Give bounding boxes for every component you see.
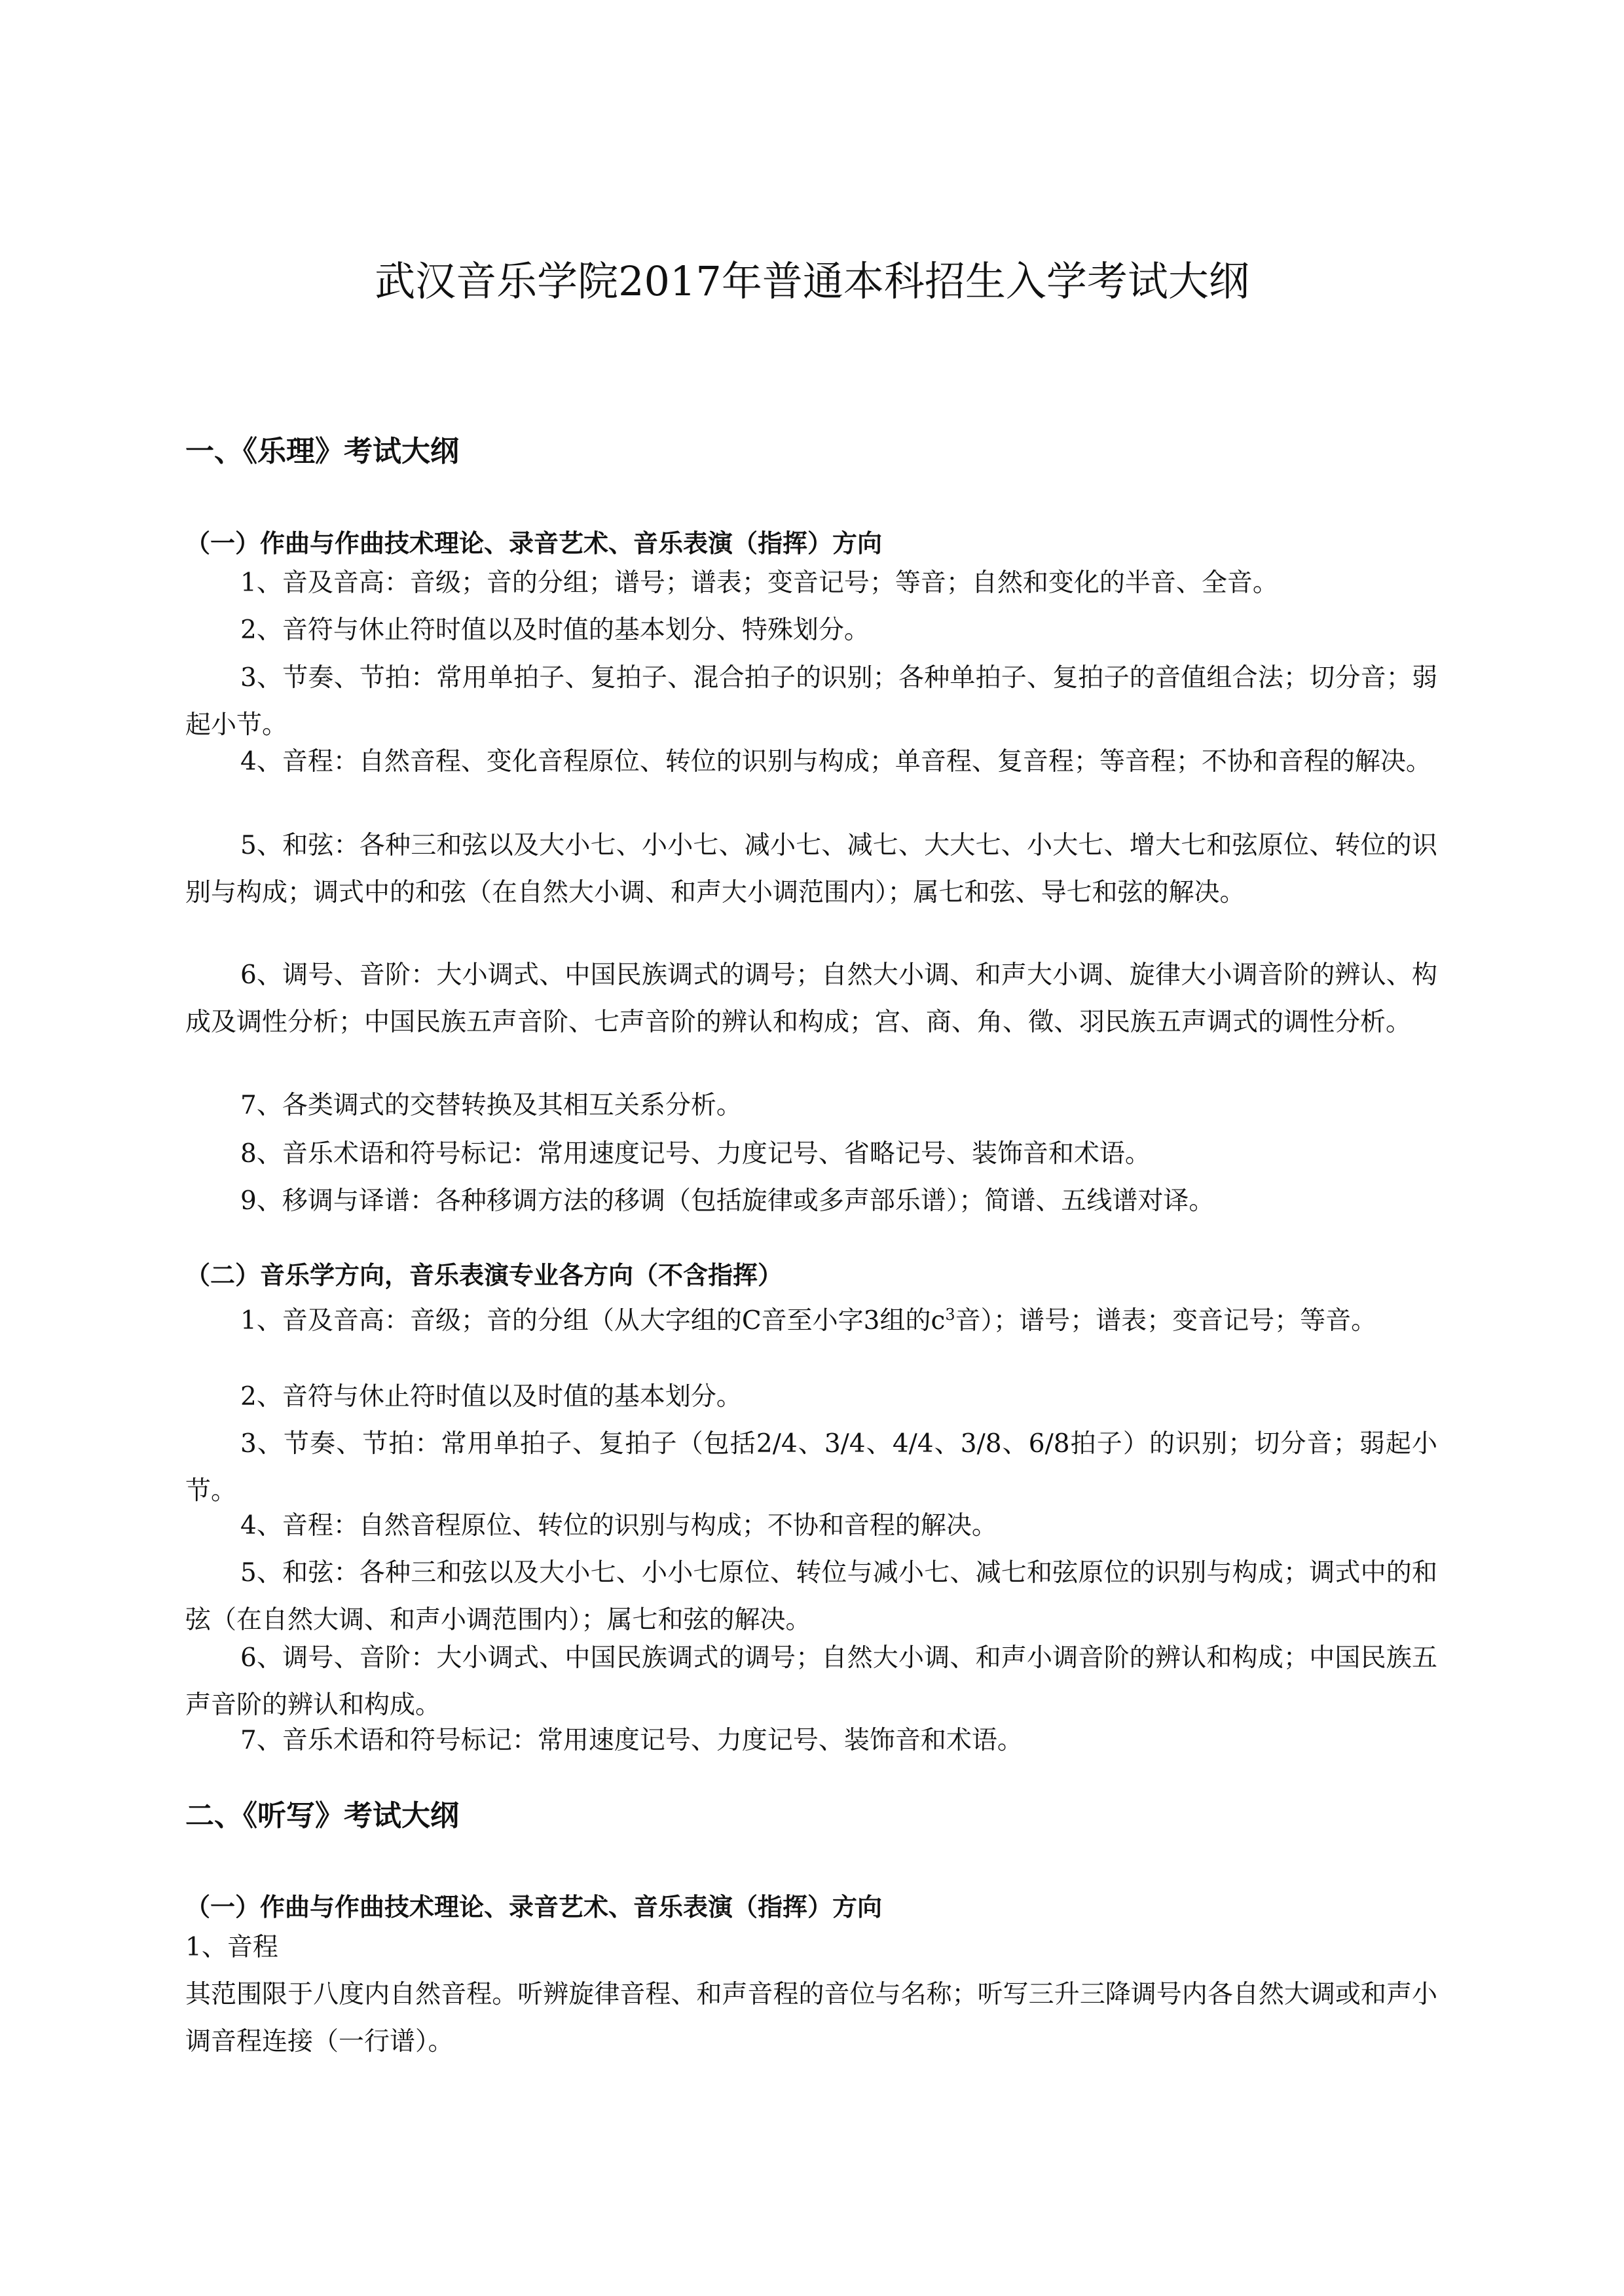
section-heading-music-theory: 一、《乐理》考试大纲 bbox=[185, 435, 459, 468]
list-item bbox=[185, 1291, 1437, 1345]
list-item: 5、和弦：各种三和弦以及大小七、小小七、减小七、减七、大大七、小大七、增大七和弦原位、转位的识别与构成；调式中的和弦（在自然大小调、和声大小调范围内）；属七和弦、导七和弦的解决。 bbox=[185, 831, 1437, 907]
section-heading-dictation: 二、《听写》考试大纲 bbox=[185, 1799, 459, 1832]
list-item: 4、音程：自然音程原位、转位的识别与构成；不协和音程的解决。 bbox=[240, 1511, 997, 1540]
subsection-heading-composition: （一）作曲与作曲技术理论、录音艺术、音乐表演（指挥）方向 bbox=[185, 1893, 883, 1922]
list-item-text: 音）；谱号；谱表；变音记号；等音。 bbox=[955, 1306, 1377, 1336]
document-title: 武汉音乐学院2017年普通本科招生入学考试大纲 bbox=[375, 257, 1249, 305]
item-text: 其范围限于八度内自然音程。听辨旋律音程、和声音程的音位与名称；听写三升三降调号内各自然大调或和声小调音程连接（一行谱）。 bbox=[185, 1980, 1437, 2056]
list-item: 9、移调与译谱：各种移调方法的移调（包括旋律或多声部乐谱）；简谱、五线谱对译。 bbox=[240, 1186, 1215, 1216]
list-item: 3、节奏、节拍：常用单拍子、复拍子（包括2/4、3/4、4/4、3/8、6/8拍子）的识别；切分音；弱起小节。 bbox=[185, 1429, 1437, 1506]
list-item: 6、调号、音阶：大小调式、中国民族调式的调号；自然大小调、和声小调音阶的辨认和构成；中国民族五声音阶的辨认和构成。 bbox=[185, 1643, 1437, 1720]
list-item: 7、音乐术语和符号标记：常用速度记号、力度记号、装饰音和术语。 bbox=[240, 1726, 1023, 1755]
subsection-heading-musicology: （二）音乐学方向，音乐表演专业各方向（不含指挥） bbox=[185, 1261, 783, 1290]
superscript-octave: 3 bbox=[945, 1305, 955, 1324]
list-item: 7、各类调式的交替转换及其相互关系分析。 bbox=[240, 1091, 742, 1120]
list-item: 6、调号、音阶：大小调式、中国民族调式的调号；自然大小调、和声大小调、旋律大小调音阶的辨认、构成及调性分析；中国民族五声音阶、七声音阶的辨认和构成；宫、商、角、徵、羽民族五声调式的调性分析。 bbox=[185, 960, 1437, 1037]
subsection-heading-composition: （一）作曲与作曲技术理论、录音艺术、音乐表演（指挥）方向 bbox=[185, 529, 883, 558]
item-title: 1、音程 bbox=[185, 1933, 278, 1962]
list-item: 1、音及音高：音级；音的分组；谱号；谱表；变音记号；等音；自然和变化的半音、全音。 bbox=[240, 568, 1278, 598]
list-item: 8、音乐术语和符号标记：常用速度记号、力度记号、省略记号、装饰音和术语。 bbox=[240, 1139, 1151, 1169]
list-item: 2、音符与休止符时值以及时值的基本划分。 bbox=[240, 1382, 742, 1412]
list-item: 5、和弦：各种三和弦以及大小七、小小七原位、转位与减小七、减七和弦原位的识别与构成；调式中的和弦（在自然大调、和声小调范围内）；属七和弦的解决。 bbox=[185, 1558, 1437, 1635]
list-item-text: 1、音及音高：音级；音的分组（从大字组的C音至小字3组的c bbox=[240, 1306, 946, 1336]
list-item: 4、音程：自然音程、变化音程原位、转位的识别与构成；单音程、复音程；等音程；不协和音程的解决。 bbox=[240, 747, 1431, 776]
list-item: 3、节奏、节拍：常用单拍子、复拍子、混合拍子的识别；各种单拍子、复拍子的音值组合法；切分音；弱起小节。 bbox=[185, 663, 1437, 740]
list-item: 2、音符与休止符时值以及时值的基本划分、特殊划分。 bbox=[240, 615, 870, 645]
